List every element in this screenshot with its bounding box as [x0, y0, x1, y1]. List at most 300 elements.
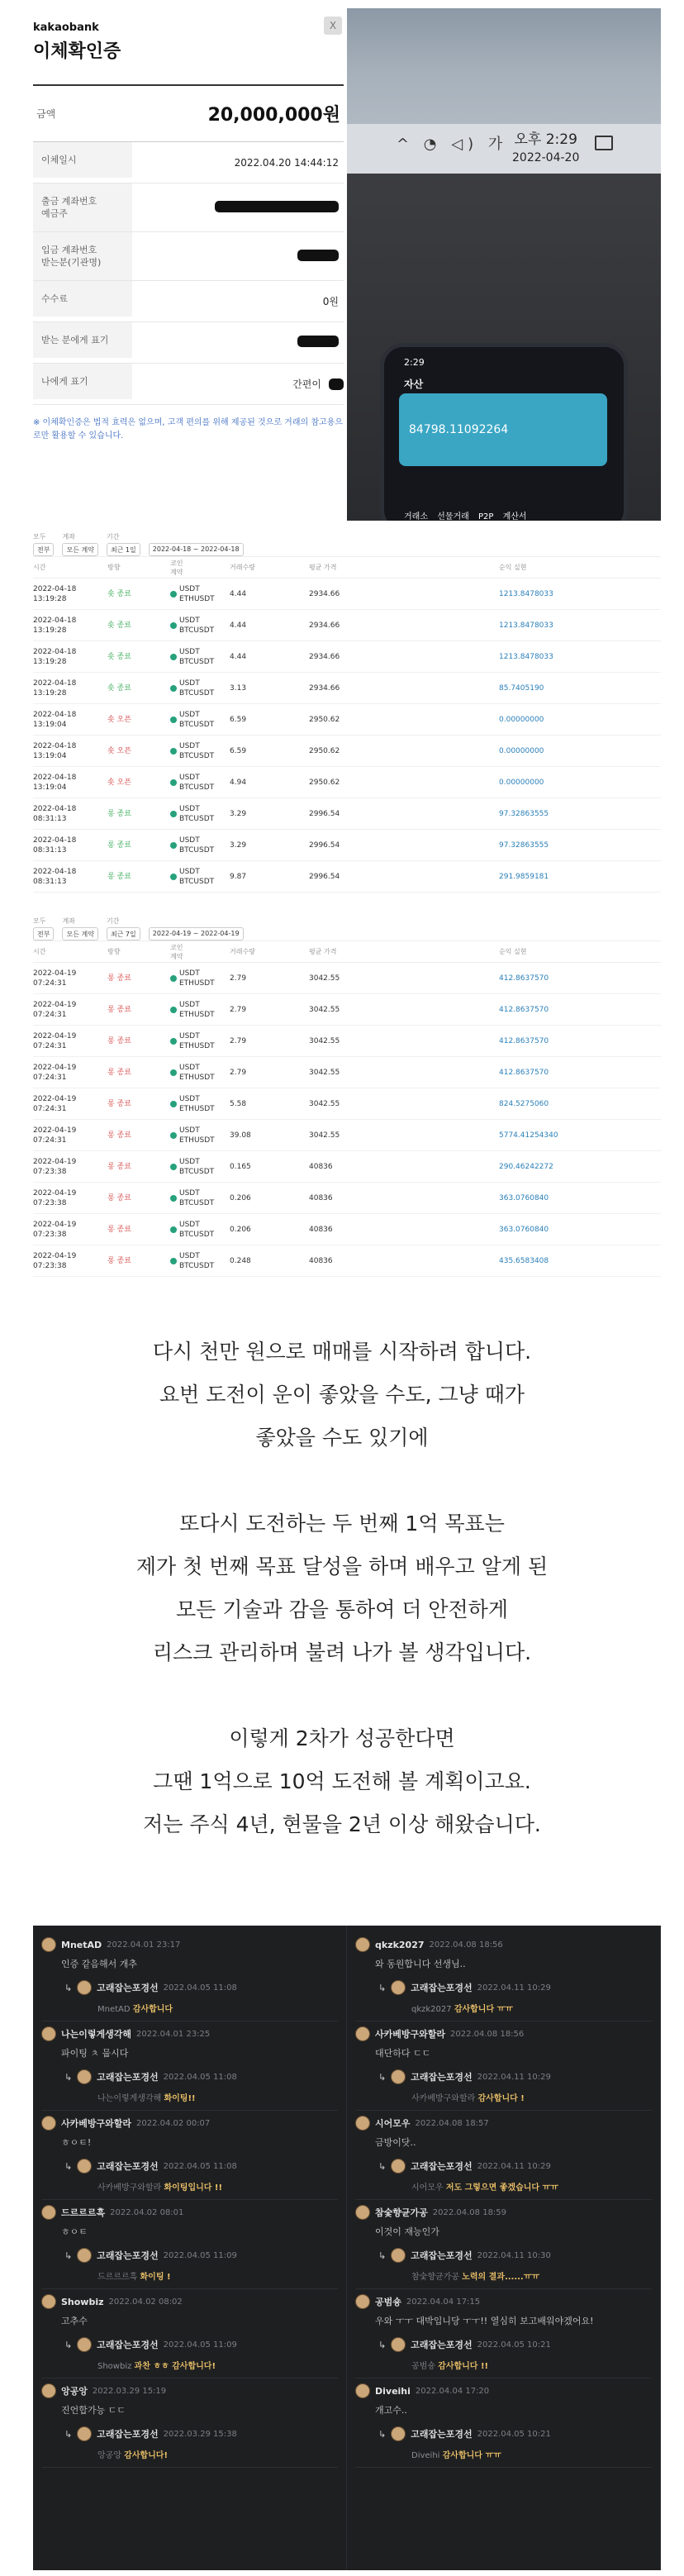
- reply-arrow-icon: ↳: [64, 2339, 73, 2350]
- cell-coin: [170, 1063, 230, 1083]
- taskbar-tray-icons: ^ ◔ ◁) 가: [397, 136, 508, 153]
- usdt-coin-icon: [170, 842, 177, 849]
- cell-side: 롱 종료: [107, 1256, 131, 1265]
- filter-select[interactable]: 전부: [33, 927, 54, 940]
- comment-date: 2022.04.08 18:59: [432, 2207, 507, 2217]
- avatar[interactable]: [77, 2426, 92, 2441]
- reply-arrow-icon: ↳: [378, 2250, 387, 2261]
- comment-body: 진언합가능 ㄷㄷ: [61, 2405, 126, 2416]
- avatar[interactable]: [355, 2383, 370, 2398]
- filter-group: [62, 917, 97, 940]
- cell-price: 40836: [309, 1225, 333, 1234]
- filter-bar: [33, 529, 661, 557]
- receipt-row-label: 받는 분에게 표기: [33, 322, 132, 358]
- receipt-row-label: 입금 계좌번호 받는분(기관명): [33, 232, 132, 280]
- filter-select[interactable]: 최근 7일: [107, 927, 140, 940]
- cell-time: 2022-04-18 08:31:13: [33, 836, 77, 855]
- cell-pnl: 97.32863555: [499, 809, 549, 818]
- cell-pnl: 412.8637570: [499, 1036, 549, 1045]
- cell-coin: [170, 1188, 230, 1208]
- reply-text: 감사합니다 !: [477, 2094, 525, 2103]
- cell-price: 3042.55: [309, 1068, 340, 1077]
- reply-body: [411, 2091, 652, 2103]
- reply-text: 감사합니다 ㅠㅠ: [442, 2451, 501, 2460]
- comment-nickname[interactable]: 공범숑: [375, 2297, 401, 2307]
- cell-side: 숏 오픈: [107, 746, 131, 755]
- table-row: [33, 1151, 661, 1183]
- reply-arrow-icon: ↳: [378, 2339, 387, 2350]
- comment-body: ㅎㅇㅌ: [61, 2226, 88, 2237]
- comment-nickname[interactable]: 사카베방구와할라: [375, 2029, 446, 2040]
- filter-label: 기간: [106, 917, 120, 925]
- table-row: [33, 673, 661, 704]
- filter-group: [62, 532, 97, 556]
- comment-date: 2022.04.02 08:02: [108, 2297, 183, 2307]
- cell-coin-text: USDT ETHUSDT: [179, 1094, 215, 1113]
- cell-side: 롱 종료: [107, 872, 131, 881]
- avatar[interactable]: [77, 2159, 92, 2174]
- comment-nickname[interactable]: Showbiz: [61, 2296, 104, 2307]
- comment: [41, 2111, 338, 2200]
- reply-arrow-icon: ↳: [378, 2428, 387, 2440]
- cell-coin-text: USDT ETHUSDT: [179, 1031, 215, 1050]
- comment-date: 2022.04.04 17:15: [406, 2297, 481, 2307]
- cell-qty: 4.44: [230, 589, 247, 598]
- reply-date: 2022.04.05 10:21: [477, 2429, 551, 2439]
- reply-nickname[interactable]: 고래잡는포경선: [97, 2250, 159, 2261]
- story-paragraph: [0, 1331, 684, 1459]
- reply-header: [64, 2337, 338, 2352]
- comment-nickname[interactable]: 앙공앙: [61, 2386, 88, 2397]
- cell-coin-text: USDT ETHUSDT: [179, 584, 215, 603]
- comment-body: 인증 같음해서 개추: [61, 1959, 138, 1969]
- cell-pnl: 412.8637570: [499, 1068, 549, 1077]
- cell-pnl: 290.46242272: [499, 1162, 553, 1171]
- filter-label: 기간: [106, 533, 120, 540]
- reply-header: [64, 2426, 338, 2441]
- reply-header: [64, 1980, 338, 1995]
- reply-arrow-icon: ↳: [64, 2071, 73, 2083]
- cell-time: 2022-04-18 13:19:04: [33, 710, 77, 729]
- avatar[interactable]: [41, 2116, 56, 2131]
- cell-price: 3042.55: [309, 1131, 340, 1140]
- avatar[interactable]: [391, 2337, 406, 2352]
- cell-side: 롱 종료: [107, 809, 131, 818]
- cell-side: 롱 종료: [107, 1099, 131, 1108]
- filter-group: [33, 917, 54, 940]
- cell-pnl: 824.5275060: [499, 1099, 549, 1108]
- cell-side: 숏 종료: [107, 621, 131, 630]
- reply: [378, 2421, 652, 2462]
- close-icon[interactable]: X: [324, 17, 342, 35]
- cell-time: 2022-04-19 07:24:31: [33, 1126, 77, 1145]
- cell-side: 롱 종료: [107, 1225, 131, 1234]
- story-paragraph: [0, 1717, 684, 1846]
- reply-quote: Showbiz: [97, 2362, 132, 2371]
- cell-price: 2934.66: [309, 683, 340, 693]
- reply-header: [378, 2069, 652, 2084]
- story-line: 저는 주식 4년, 현물을 2년 이상 해왔습니다.: [143, 1812, 541, 1836]
- comment-header: [355, 2026, 652, 2041]
- cell-side: 롱 종료: [107, 1162, 131, 1171]
- receipt-row-value: [132, 336, 344, 350]
- cell-coin-text: USDT BTCUSDT: [179, 679, 215, 698]
- cell-qty: 0.206: [230, 1225, 251, 1234]
- phone-asset-label: 자산: [404, 379, 424, 390]
- table-row: [33, 1026, 661, 1057]
- reply-body: [411, 2448, 652, 2460]
- avatar[interactable]: [41, 2205, 56, 2220]
- comment-header: [355, 1937, 652, 1952]
- reply-nickname[interactable]: 고래잡는포경선: [411, 2340, 473, 2350]
- reply-header: [64, 2159, 338, 2174]
- cell-coin: [170, 584, 230, 604]
- avatar[interactable]: [41, 1937, 56, 1952]
- reply-nickname[interactable]: 고래잡는포경선: [411, 2161, 473, 2172]
- comment-nickname[interactable]: 시어모우: [375, 2118, 411, 2129]
- phone: [380, 343, 628, 521]
- story-line: 좋았을 수도 있기에: [255, 1426, 429, 1450]
- cell-price: 2996.54: [309, 809, 340, 818]
- reply-header: [378, 2337, 652, 2352]
- filter-select[interactable]: 최근 1일: [107, 543, 140, 556]
- cell-pnl: 291.9859181: [499, 872, 549, 881]
- cell-coin: [170, 1000, 230, 1020]
- comment-body: 고추수: [61, 2316, 88, 2326]
- reply-nickname[interactable]: 고래잡는포경선: [411, 2250, 473, 2261]
- comment-body: 파이팅 ㅊ 뭅시다: [61, 2048, 129, 2059]
- story-line: 리스크 관리하며 불려 나가 볼 생각입니다.: [152, 1640, 532, 1664]
- reply-date: 2022.04.05 11:08: [163, 2161, 237, 2171]
- comment: [355, 2021, 652, 2111]
- reply-body: [97, 2002, 338, 2014]
- reply-date: 2022.04.05 11:09: [163, 2250, 237, 2260]
- comment-header: [41, 2205, 338, 2220]
- comment-header: [355, 2294, 652, 2309]
- reply-text: 화이팅 !: [140, 2273, 171, 2282]
- cell-coin-text: USDT BTCUSDT: [179, 867, 215, 886]
- avatar[interactable]: [355, 2205, 370, 2220]
- avatar[interactable]: [77, 2248, 92, 2263]
- avatar[interactable]: [77, 2337, 92, 2352]
- cell-pnl: 97.32863555: [499, 840, 549, 850]
- header-cell: 코인 계약: [170, 559, 183, 576]
- comment-header: [41, 2383, 338, 2398]
- comment-nickname[interactable]: 드르르르흑: [61, 2207, 106, 2218]
- reply: [64, 2421, 338, 2462]
- comment-date: 2022.04.02 08:01: [110, 2207, 184, 2217]
- cell-pnl: 1213.8478033: [499, 589, 553, 598]
- table-row: [33, 641, 661, 673]
- usdt-coin-icon: [170, 779, 177, 786]
- usdt-coin-icon: [170, 1069, 177, 1076]
- avatar[interactable]: [41, 2294, 56, 2309]
- story-paragraph: [0, 1502, 684, 1674]
- comment-body: 개고수..: [375, 2405, 407, 2416]
- cell-time: 2022-04-19 07:24:31: [33, 1031, 77, 1050]
- trade-history-table-2: [33, 913, 661, 1277]
- reply-nickname[interactable]: 고래잡는포경선: [97, 1983, 159, 1993]
- cell-coin: [170, 969, 230, 988]
- cell-price: 3042.55: [309, 1036, 340, 1045]
- comment-header: [41, 2294, 338, 2309]
- cell-coin-text: USDT BTCUSDT: [179, 773, 215, 792]
- reply: [64, 2154, 338, 2194]
- cell-price: 2996.54: [309, 840, 340, 850]
- cell-side: 롱 종료: [107, 1068, 131, 1077]
- cell-coin: [170, 741, 230, 761]
- cell-time: 2022-04-18 08:31:13: [33, 804, 77, 823]
- cell-side: 롱 종료: [107, 1131, 131, 1140]
- reply-quote: 사카베방구와할라: [411, 2094, 476, 2103]
- cell-qty: 0.165: [230, 1162, 251, 1171]
- reply: [64, 2332, 338, 2373]
- reply: [378, 2243, 652, 2283]
- cell-qty: 3.29: [230, 840, 247, 850]
- table-row: [33, 798, 661, 830]
- reply-text: 저도 그렇으면 좋겠습니다 ㅠㅠ: [445, 2183, 558, 2193]
- header-cell: 시간: [33, 564, 46, 571]
- cell-price: 40836: [309, 1256, 333, 1265]
- header-cell: 방향: [107, 564, 121, 571]
- cell-qty: 2.79: [230, 1005, 247, 1014]
- comments-column-right: [347, 1926, 661, 2570]
- comment-header: [355, 2205, 652, 2220]
- reply-body: [411, 2180, 652, 2193]
- filter-select[interactable]: 2022-04-19 ~ 2022-04-19: [149, 927, 244, 940]
- redacted-block: [215, 201, 339, 212]
- cell-time: 2022-04-18 13:19:04: [33, 741, 77, 760]
- comment-nickname[interactable]: qkzk2027: [375, 1939, 425, 1950]
- cell-coin-text: USDT BTCUSDT: [179, 836, 215, 855]
- cell-qty: 5.58: [230, 1099, 247, 1108]
- cell-price: 40836: [309, 1162, 333, 1171]
- reply-body: [97, 2180, 338, 2193]
- story-line: 제가 첫 번째 목표 달성을 하며 배우고 알게 된: [135, 1555, 549, 1578]
- comment-date: 2022.04.08 18:56: [429, 1940, 503, 1950]
- redacted-block: [297, 336, 339, 347]
- reply-header: [64, 2248, 338, 2263]
- reply-date: 2022.04.11 10:29: [477, 1983, 551, 1993]
- receipt-row: [33, 183, 344, 232]
- cell-coin-text: USDT ETHUSDT: [179, 1000, 215, 1019]
- cell-qty: 39.08: [230, 1131, 251, 1140]
- usdt-coin-icon: [170, 685, 177, 692]
- reply: [378, 2154, 652, 2194]
- cell-price: 2934.66: [309, 589, 340, 598]
- reply: [64, 2243, 338, 2283]
- filter-select[interactable]: 2022-04-18 ~ 2022-04-18: [149, 543, 244, 556]
- avatar[interactable]: [41, 2383, 56, 2398]
- header-cell: 코인 계약: [170, 943, 183, 960]
- story-line: 이렇게 2차가 성공한다면: [229, 1726, 455, 1750]
- cell-pnl: 1213.8478033: [499, 621, 553, 630]
- reply-body: [97, 2448, 338, 2460]
- reply-text: 노력의 결과......ㅠㅠ: [462, 2273, 540, 2282]
- filter-select[interactable]: 모든 계약: [62, 927, 97, 940]
- reply-nickname[interactable]: 고래잡는포경선: [97, 2429, 159, 2440]
- reply-text: 과찬 ㅎㅎ 감사합니다!: [134, 2362, 216, 2371]
- receipt-row-label: 출금 계좌번호 예금주: [33, 183, 132, 231]
- usdt-coin-icon: [170, 622, 177, 629]
- filter-select[interactable]: 모든 계약: [62, 543, 97, 556]
- reply-nickname[interactable]: 고래잡는포경선: [411, 1983, 473, 1993]
- comment-header: [355, 2116, 652, 2131]
- usdt-coin-icon: [170, 975, 177, 982]
- phone-tabs: 거래소 선물거래 P2P 계산서: [404, 512, 527, 521]
- comment-nickname[interactable]: MnetAD: [61, 1939, 102, 1950]
- header-cell: 방향: [107, 948, 121, 955]
- cell-coin: [170, 1251, 230, 1271]
- reply-header: [64, 2069, 338, 2084]
- usdt-coin-icon: [170, 1101, 177, 1107]
- filter-bar: [33, 913, 661, 941]
- phone-time: 2:29: [404, 357, 425, 368]
- header-cell: 거래수량: [230, 948, 255, 955]
- reply-quote: 앙공앙: [97, 2451, 121, 2460]
- cell-side: 롱 종료: [107, 974, 131, 983]
- cell-price: 2934.66: [309, 621, 340, 630]
- filter-select[interactable]: 전부: [33, 543, 54, 556]
- cell-coin-text: USDT ETHUSDT: [179, 969, 215, 988]
- usdt-coin-icon: [170, 591, 177, 598]
- cell-side: 숏 오픈: [107, 715, 131, 724]
- redacted-block: [329, 379, 344, 390]
- avatar[interactable]: [41, 2026, 56, 2041]
- filter-label: 모두: [33, 533, 46, 540]
- cell-side: 롱 종료: [107, 1005, 131, 1014]
- avatar[interactable]: [77, 2069, 92, 2084]
- reply-nickname[interactable]: 고래잡는포경선: [411, 2072, 473, 2083]
- reply-arrow-icon: ↳: [378, 1982, 387, 1993]
- reply-body: [411, 2002, 652, 2014]
- reply-nickname[interactable]: 고래잡는포경선: [97, 2072, 159, 2083]
- avatar[interactable]: [391, 2159, 406, 2174]
- cell-time: 2022-04-18 13:19:04: [33, 773, 77, 792]
- cell-qty: 4.94: [230, 778, 247, 787]
- cell-pnl: 1213.8478033: [499, 652, 553, 661]
- reply-nickname[interactable]: 고래잡는포경선: [97, 2340, 159, 2350]
- avatar[interactable]: [355, 2116, 370, 2131]
- comment: [355, 1932, 652, 2021]
- cell-coin: [170, 647, 230, 667]
- reply: [378, 1975, 652, 2016]
- table-row: [33, 1245, 661, 1277]
- cell-qty: 6.59: [230, 746, 247, 755]
- reply-text: 감사합니다: [132, 2005, 173, 2014]
- table-row: [33, 994, 661, 1026]
- reply-quote: qkzk2027: [411, 2005, 452, 2014]
- reply-date: 2022.04.11 10:29: [477, 2072, 551, 2082]
- cell-time: 2022-04-19 07:23:38: [33, 1157, 77, 1176]
- cell-coin-text: USDT BTCUSDT: [179, 1157, 215, 1176]
- cell-qty: 6.59: [230, 715, 247, 724]
- cell-time: 2022-04-18 08:31:13: [33, 867, 77, 886]
- avatar[interactable]: [355, 1937, 370, 1952]
- avatar[interactable]: [391, 2248, 406, 2263]
- comment-date: 2022.03.29 15:19: [92, 2386, 167, 2396]
- reply-arrow-icon: ↳: [64, 2250, 73, 2261]
- header-cell: 평균 가격: [309, 948, 337, 955]
- reply-header: [378, 1980, 652, 1995]
- avatar[interactable]: [77, 1980, 92, 1995]
- comment-nickname[interactable]: 참숯향균가공: [375, 2207, 428, 2218]
- table-row: [33, 579, 661, 610]
- reply: [64, 2064, 338, 2105]
- cell-coin: [170, 710, 230, 730]
- reply-date: 2022.03.29 15:38: [163, 2429, 237, 2439]
- story-line: 다시 천만 원으로 매매를 시작하려 합니다.: [152, 1340, 532, 1364]
- cell-coin: [170, 1157, 230, 1177]
- receipt-title: 이체확인증: [33, 41, 121, 62]
- cell-qty: 2.79: [230, 1068, 247, 1077]
- comment-body: ㅎㅇㅌ!: [61, 2137, 92, 2148]
- reply-quote: 드르르르흑: [97, 2273, 138, 2282]
- cell-price: 2950.62: [309, 715, 340, 724]
- reply-quote: MnetAD: [97, 2005, 131, 2014]
- comment-nickname[interactable]: 사카베방구와할라: [61, 2118, 132, 2129]
- cell-coin-text: USDT ETHUSDT: [179, 1063, 215, 1082]
- cell-time: 2022-04-19 07:23:38: [33, 1251, 77, 1270]
- cell-price: 3042.55: [309, 1005, 340, 1014]
- avatar[interactable]: [391, 2426, 406, 2441]
- cell-time: 2022-04-19 07:23:38: [33, 1188, 77, 1207]
- story-line: 그땐 1억으로 10억 도전해 볼 계획이고요.: [153, 1769, 531, 1793]
- avatar[interactable]: [355, 2026, 370, 2041]
- cell-coin: [170, 1094, 230, 1114]
- comments-panel: [33, 1926, 661, 2570]
- cell-time: 2022-04-19 07:24:31: [33, 969, 77, 988]
- table-row: [33, 1057, 661, 1088]
- cell-price: 3042.55: [309, 1099, 340, 1108]
- reply-text: 감사합니다!: [124, 2451, 169, 2460]
- receipt-row: [33, 232, 344, 281]
- cell-price: 2950.62: [309, 778, 340, 787]
- avatar[interactable]: [391, 1980, 406, 1995]
- filter-group: [149, 926, 244, 940]
- comment: [41, 2021, 338, 2111]
- comment-nickname[interactable]: 나는이렇게생각해: [61, 2029, 132, 2040]
- usdt-coin-icon: [170, 748, 177, 755]
- table-row: [33, 704, 661, 736]
- cell-time: 2022-04-18 13:19:28: [33, 647, 77, 666]
- comments-column-left: [33, 1926, 347, 2570]
- comment-date: 2022.04.02 00:07: [136, 2118, 211, 2128]
- cell-price: 2934.66: [309, 652, 340, 661]
- reply-arrow-icon: ↳: [378, 2160, 387, 2172]
- amount-label: 금액: [36, 108, 56, 120]
- receipt-row-label: 수수료: [33, 281, 132, 317]
- reply-nickname[interactable]: 고래잡는포경선: [411, 2429, 473, 2440]
- cell-qty: 2.79: [230, 974, 247, 983]
- table-row: [33, 861, 661, 893]
- comment: [41, 2289, 338, 2378]
- comment: [355, 2378, 652, 2468]
- avatar[interactable]: [391, 2069, 406, 2084]
- cell-coin: [170, 836, 230, 855]
- usdt-coin-icon: [170, 1038, 177, 1045]
- reply-arrow-icon: ↳: [378, 2071, 387, 2083]
- receipt-note: ※ 이체확인증은 법적 효력은 없으며, 고객 편의를 위해 제공된 것으로 거래의 참고용으로만 활용할 수 있습니다.: [33, 418, 343, 440]
- story-line: 요번 도전이 운이 좋았을 수도, 그냥 때가: [159, 1383, 525, 1407]
- reply-body: [97, 2269, 338, 2282]
- avatar[interactable]: [355, 2294, 370, 2309]
- reply-date: 2022.04.05 11:09: [163, 2340, 237, 2350]
- cell-pnl: 0.00000000: [499, 715, 544, 724]
- comment-nickname[interactable]: Diveihi: [375, 2385, 411, 2397]
- reply-nickname[interactable]: 고래잡는포경선: [97, 2161, 159, 2172]
- cell-qty: 3.29: [230, 809, 247, 818]
